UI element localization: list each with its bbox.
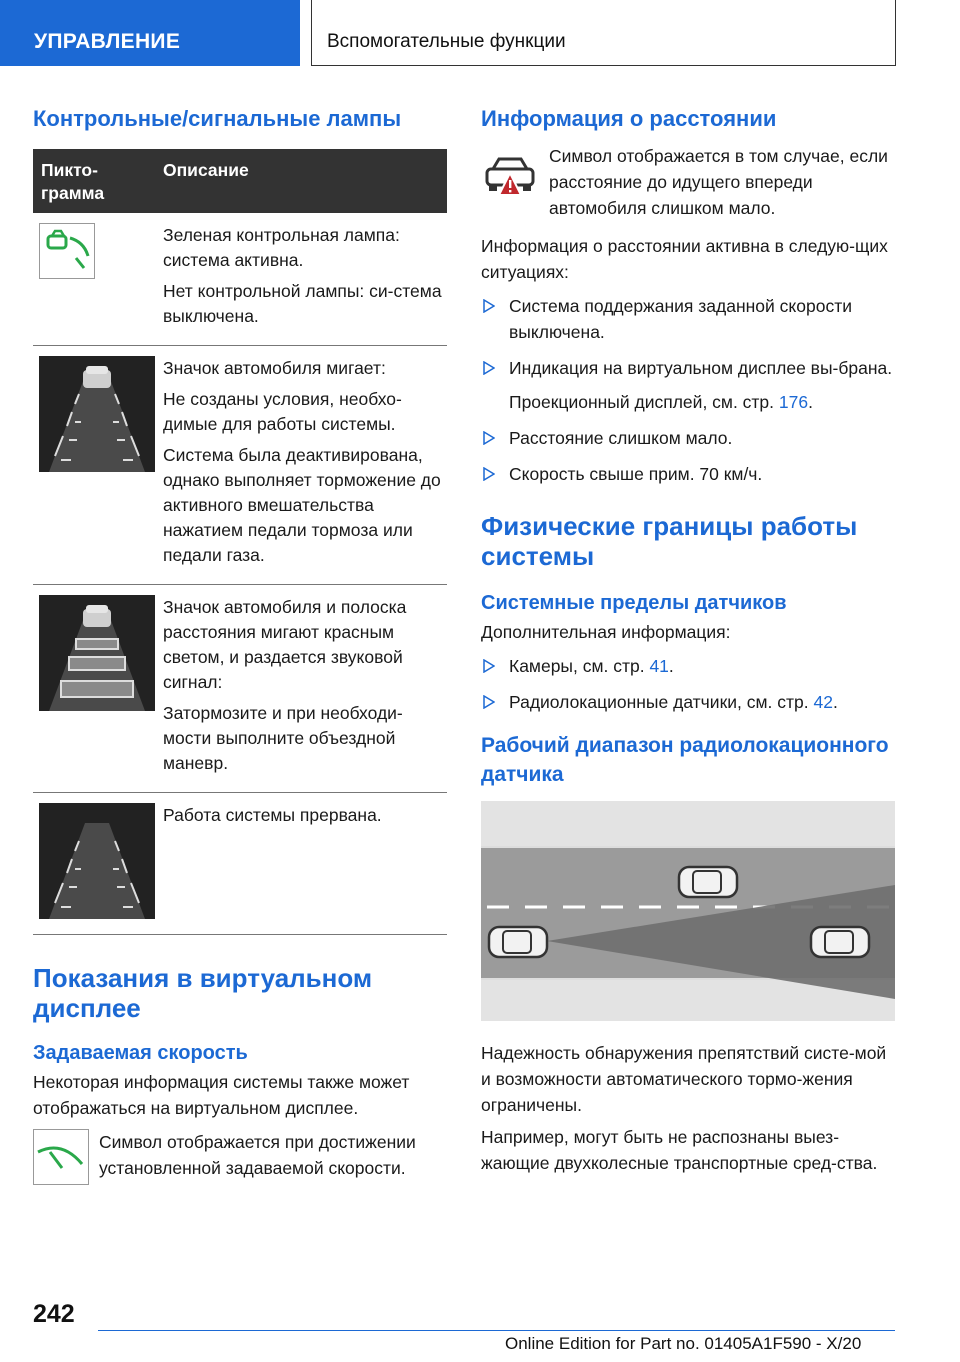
right-column (481, 104, 895, 1176)
car-top-view-icon (679, 867, 737, 897)
footer-divider (98, 1330, 895, 1331)
row2-text-1: Значок автомобиля мигает: (163, 358, 386, 378)
heading-virtual-display: Показания в виртуальном дисплее (33, 963, 373, 1023)
triangle-bullet-icon (483, 659, 495, 673)
row3-text-2: Затормозите и при необходи-мости выполните объездной маневр. (163, 703, 403, 773)
list-item: Камеры, см. стр. 41. (481, 653, 895, 679)
table-header-pictogram: Пикто- грамма (33, 149, 155, 213)
car-flashing-icon (39, 356, 155, 472)
table-header-row (33, 149, 447, 213)
distance-symbol-text: Символ отображается в том случае, если расстояние до идущего впереди автомобиля слишком мало. (549, 146, 888, 218)
row4-text-1: Работа системы прервана. (163, 805, 382, 825)
list-item: Система поддержания заданной скорости выключена. (481, 293, 895, 345)
table-row (33, 346, 447, 585)
distance-warning-icon (481, 147, 539, 205)
system-interrupted-icon (39, 803, 155, 919)
header-section: УПРАВЛЕНИЕ (0, 0, 300, 66)
triangle-bullet-icon (483, 467, 495, 481)
hud-page-link[interactable]: 176 (778, 392, 809, 412)
table-row (33, 793, 447, 935)
left-column (33, 104, 447, 1185)
heading-radar-range: Рабочий диапазон радиолокационного датчика (481, 734, 889, 786)
page-number: 242 (33, 1300, 75, 1328)
heading-set-speed: Задаваемая скорость (33, 1042, 248, 1064)
hud-note: Проекционный дисплей, см. стр. (509, 392, 779, 412)
row3-text-1: Значок автомобиля и полоска расстояния мигают красным светом, и раздается звуковой сигнал: (163, 597, 407, 692)
list-item: Радиолокационные датчики, см. стр. 42. (481, 689, 895, 715)
triangle-bullet-icon (483, 431, 495, 445)
list-item: Индикация на виртуальном дисплее вы-брана. Проекционный дисплей, см. стр. 176. (481, 355, 895, 415)
reliability-text: Надежность обнаружения препятствий систе-мой и возможности автоматического тормо-жения ограничены. (481, 1043, 887, 1115)
heading-sensor-limits: Системные пределы датчиков (481, 592, 787, 614)
triangle-bullet-icon (483, 361, 495, 375)
header-chapter: Вспомогательные функции (311, 0, 896, 66)
distance-active-text: Информация о расстоянии активна в следую-щих ситуациях: (481, 236, 888, 282)
more-info-text: Дополнительная информация: (481, 622, 731, 642)
list-item: Расстояние слишком мало. (481, 425, 895, 451)
radar-page-link[interactable]: 42 (813, 692, 833, 712)
row2-text-2: Не созданы условия, необхо-димые для работы системы. (163, 389, 402, 434)
triangle-bullet-icon (483, 299, 495, 313)
heading-lamps: Контрольные/сигнальные лампы (33, 106, 402, 131)
sensor-links-list (481, 653, 895, 715)
row1-text-2: Нет контрольной лампы: си-стема выключена. (163, 281, 442, 326)
row2-text-3: Система была деактивирована, однако выполняет торможение до активного вмешательства нажатием педали тормоза или педали газа. (163, 445, 441, 565)
table-row (33, 585, 447, 793)
example-text: Например, могут быть не распознаны выез-жающие двухколесные транспортные сред-ства. (481, 1127, 878, 1173)
row1-text-1: Зеленая контрольная лампа: система активна. (163, 225, 400, 270)
table-header-description: Описание (155, 149, 447, 213)
list-item: Скорость свыше прим. 70 км/ч. (481, 461, 895, 487)
heading-physical-limits: Физические границы работы системы (481, 511, 858, 571)
radar-range-illustration (481, 801, 895, 1021)
set-speed-text: Некоторая информация системы также может отображаться на виртуальном дисплее. (33, 1072, 410, 1118)
set-speed-lamp-icon (33, 1129, 89, 1185)
lamps-table (33, 149, 447, 935)
green-lamp-icon (39, 223, 95, 279)
camera-page-link[interactable]: 41 (649, 656, 669, 676)
footer-edition: Online Edition for Part no. 01405A1F590 - X/20 (505, 1334, 862, 1353)
distance-conditions-list (481, 293, 895, 487)
triangle-bullet-icon (483, 695, 495, 709)
set-speed-symbol-text: Символ отображается при достижении установленной задаваемой скорости. (99, 1132, 416, 1178)
table-row (33, 213, 447, 346)
car-distance-bar-icon (39, 595, 155, 711)
heading-distance-info: Информация о расстоянии (481, 106, 777, 131)
